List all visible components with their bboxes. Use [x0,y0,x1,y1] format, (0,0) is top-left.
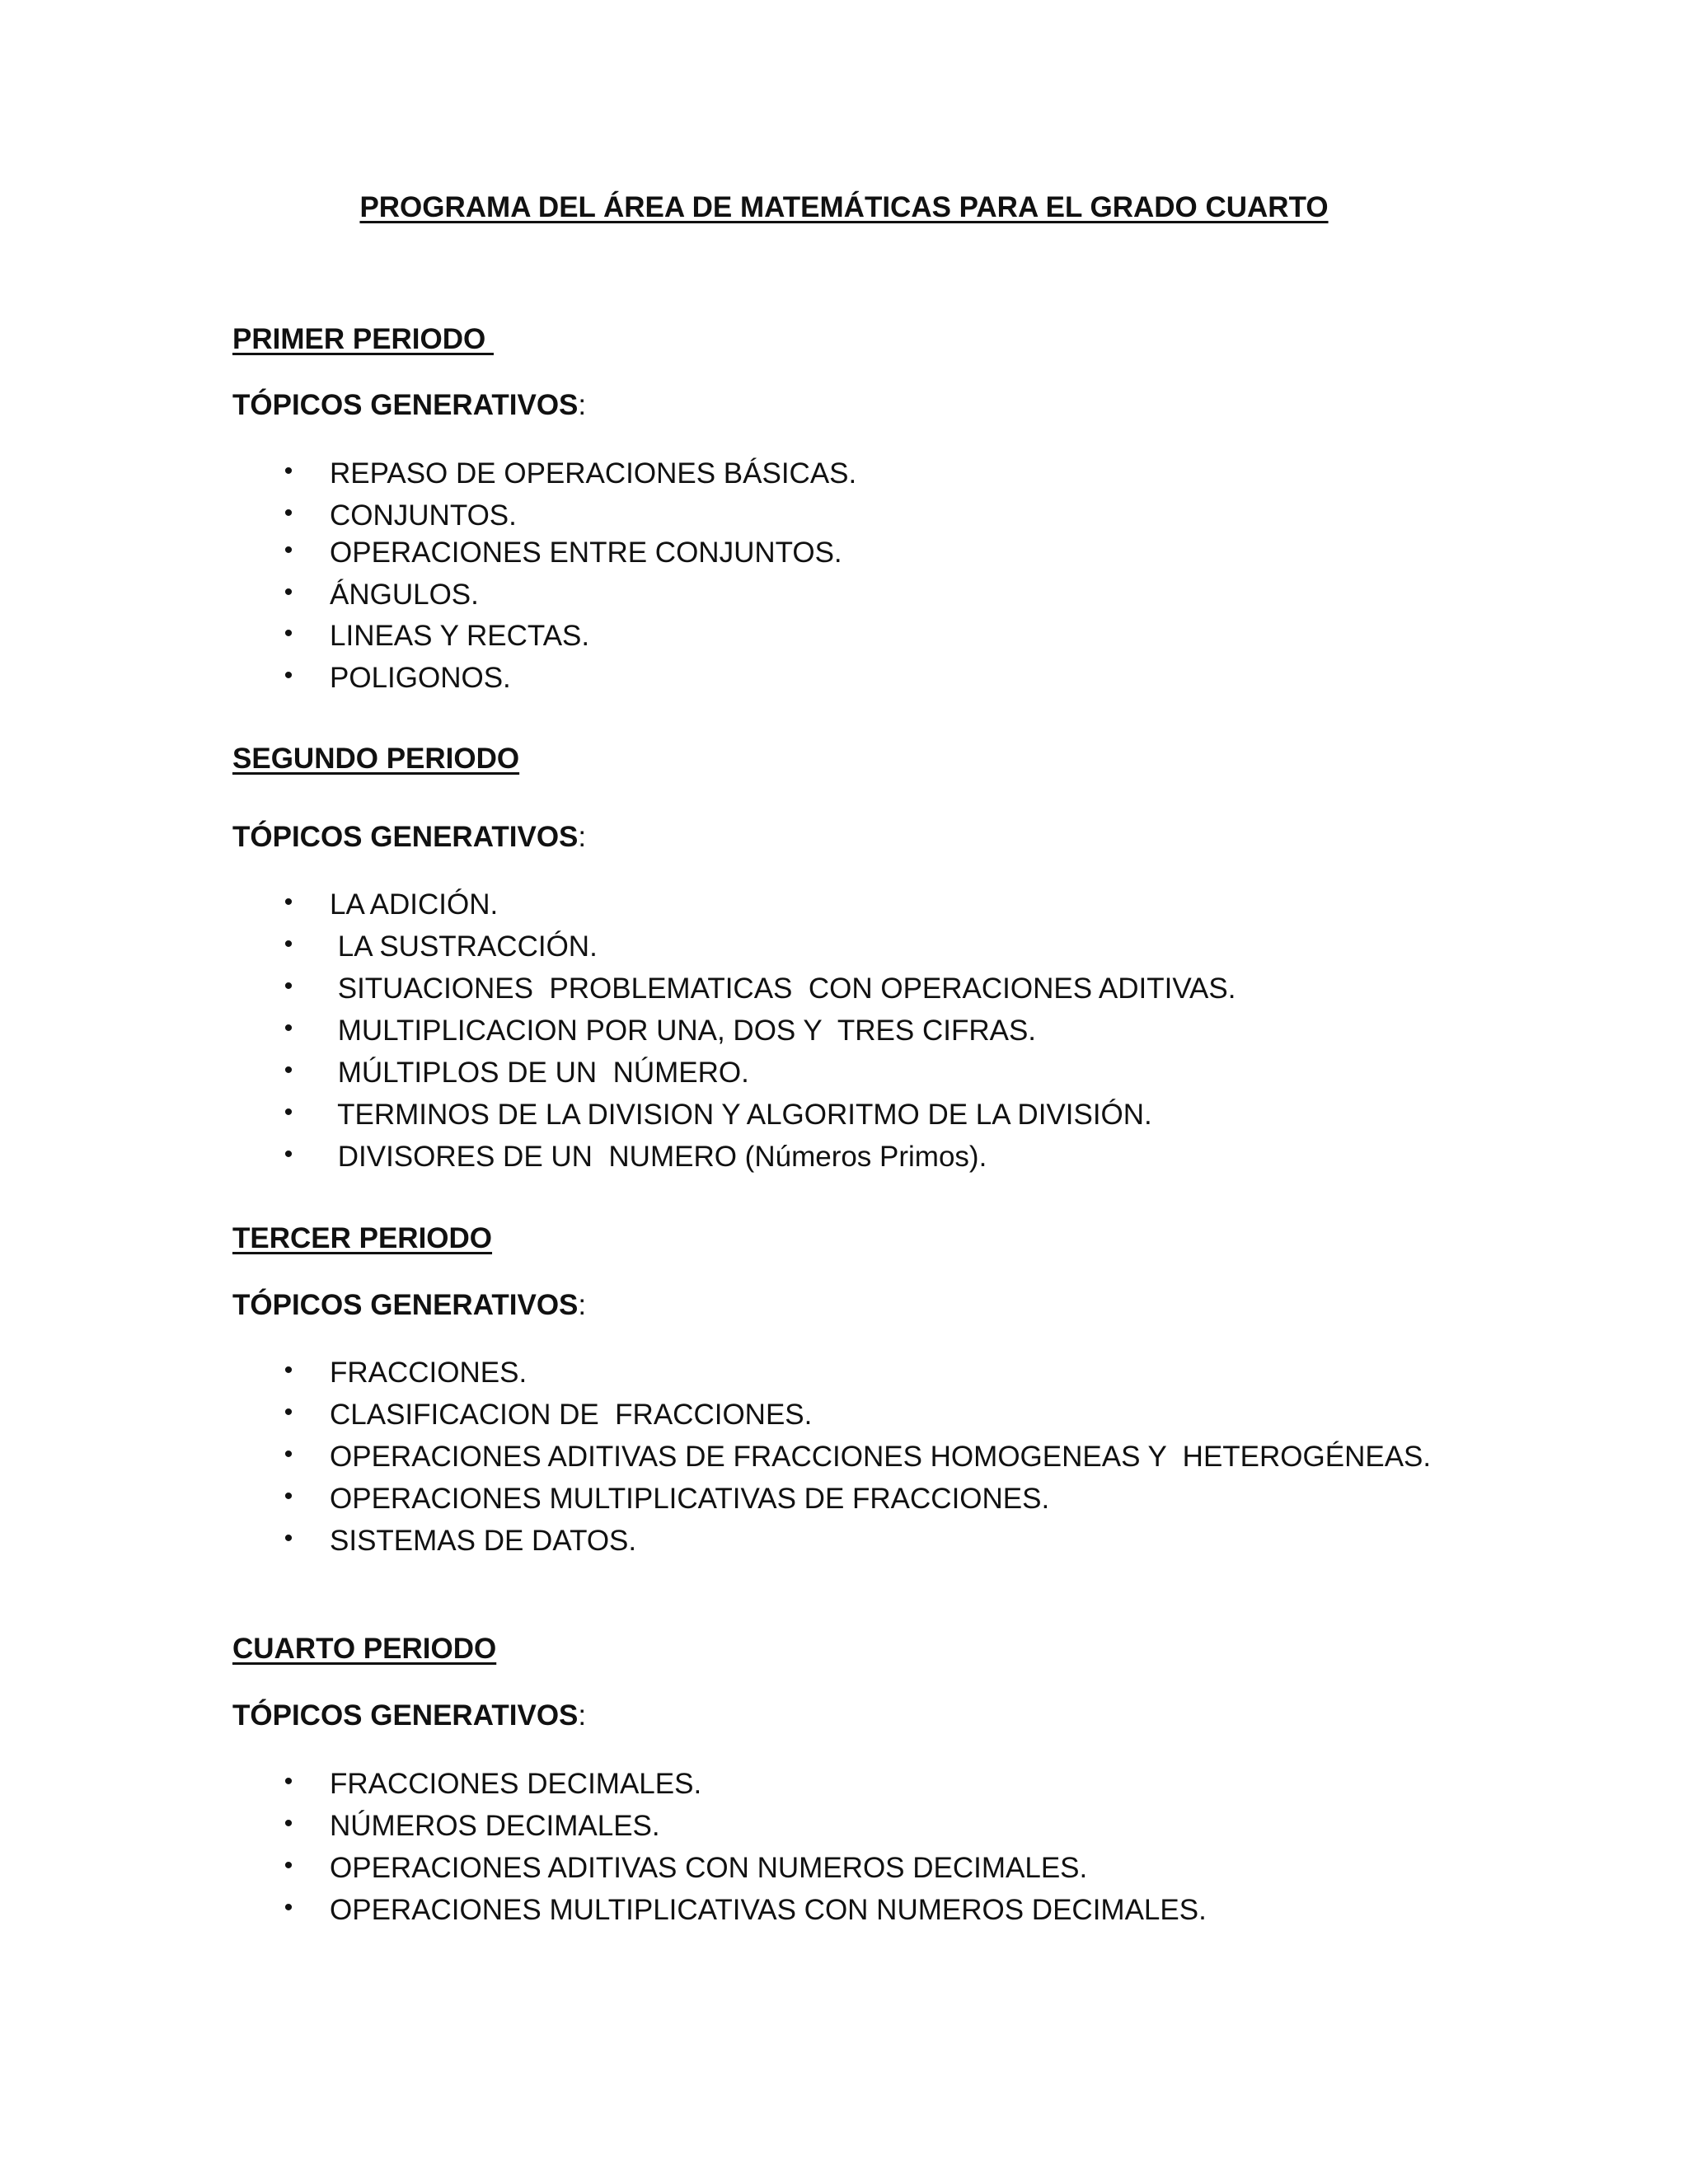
list-item-text: MULTIPLICACION POR UNA, DOS Y TRES CIFRAS. [330,1015,1037,1047]
bullet-icon: • [284,1894,293,1921]
topics-label: TÓPICOS GENERATIVOS [232,1289,579,1321]
section-heading-primer-periodo: PRIMER PERIODO [232,323,494,355]
list-item-text: LA ADICIÓN. [330,888,499,921]
list-item-text: ÁNGULOS. [330,579,479,611]
list-item-text: FRACCIONES DECIMALES. [330,1768,702,1800]
topics-suffix: : [578,1289,587,1321]
bullet-icon: • [284,620,293,647]
topics-label: TÓPICOS GENERATIVOS [232,389,579,421]
bullet-icon: • [284,1810,293,1837]
bullet-icon: • [284,1015,293,1042]
bullet-icon: • [284,662,293,689]
bullet-icon: • [284,1441,293,1468]
list-item-text: POLIGONOS. [330,662,511,694]
list-item-text: OPERACIONES MULTIPLICATIVAS CON NUMEROS DECIMALES. [330,1894,1207,1926]
list-item-text: DIVISORES DE UN NUMERO (Números Primos). [330,1141,987,1173]
bullet-icon: • [284,1525,293,1552]
list-item-text: CLASIFICACION DE FRACCIONES. [330,1399,813,1431]
topics-suffix: : [578,1699,587,1732]
list-item-text: REPASO DE OPERACIONES BÁSICAS. [330,457,857,490]
topics-heading [232,389,586,422]
list-item-text: NÚMEROS DECIMALES. [330,1810,660,1842]
list-item-text: CONJUNTOS. [330,499,517,532]
topics-label: TÓPICOS GENERATIVOS [232,1699,579,1732]
list-item-text: OPERACIONES MULTIPLICATIVAS DE FRACCIONES. [330,1483,1050,1515]
topics-label: TÓPICOS GENERATIVOS [232,821,579,853]
topics-heading [232,1699,586,1732]
bullet-icon: • [284,1483,293,1510]
bullet-icon: • [284,1099,293,1126]
section-heading-cuarto-periodo: CUARTO PERIODO [232,1633,497,1665]
bullet-icon: • [284,1852,293,1879]
section-heading-segundo-periodo: SEGUNDO PERIODO [232,743,520,775]
bullet-icon: • [284,972,293,1000]
bullet-icon: • [284,888,293,916]
bullet-icon: • [284,537,293,564]
list-item-text: SISTEMAS DE DATOS. [330,1525,637,1557]
list-item-text: SITUACIONES PROBLEMATICAS CON OPERACIONES ADITIVAS. [330,972,1236,1005]
topics-heading [232,821,586,854]
bullet-icon: • [284,1768,293,1795]
topics-heading [232,1289,586,1322]
bullet-icon: • [284,1357,293,1384]
bullet-icon: • [284,579,293,606]
bullet-icon: • [284,930,293,958]
list-item-text: OPERACIONES ADITIVAS CON NUMEROS DECIMALES. [330,1852,1088,1884]
bullet-icon: • [284,499,293,527]
list-item-text: LINEAS Y RECTAS. [330,620,590,652]
document-title: PROGRAMA DEL ÁREA DE MATEMÁTICAS PARA EL GRADO CUARTO [359,191,1329,223]
topics-suffix: : [578,821,587,853]
list-item-text: MÚLTIPLOS DE UN NÚMERO. [330,1057,749,1089]
bullet-icon: • [284,1141,293,1168]
topics-suffix: : [578,389,587,421]
bullet-icon: • [284,457,293,485]
list-item-text: TERMINOS DE LA DIVISION Y ALGORITMO DE LA DIVISIÓN. [330,1099,1152,1131]
list-item-text: LA SUSTRACCIÓN. [330,930,598,963]
bullet-icon: • [284,1057,293,1084]
list-item-text: FRACCIONES. [330,1357,528,1389]
list-item-text: OPERACIONES ENTRE CONJUNTOS. [330,537,842,569]
bullet-icon: • [284,1399,293,1426]
section-heading-tercer-periodo: TERCER PERIODO [232,1222,493,1254]
list-item-text: OPERACIONES ADITIVAS DE FRACCIONES HOMOGENEAS Y HETEROGÉNEAS. [330,1441,1432,1473]
